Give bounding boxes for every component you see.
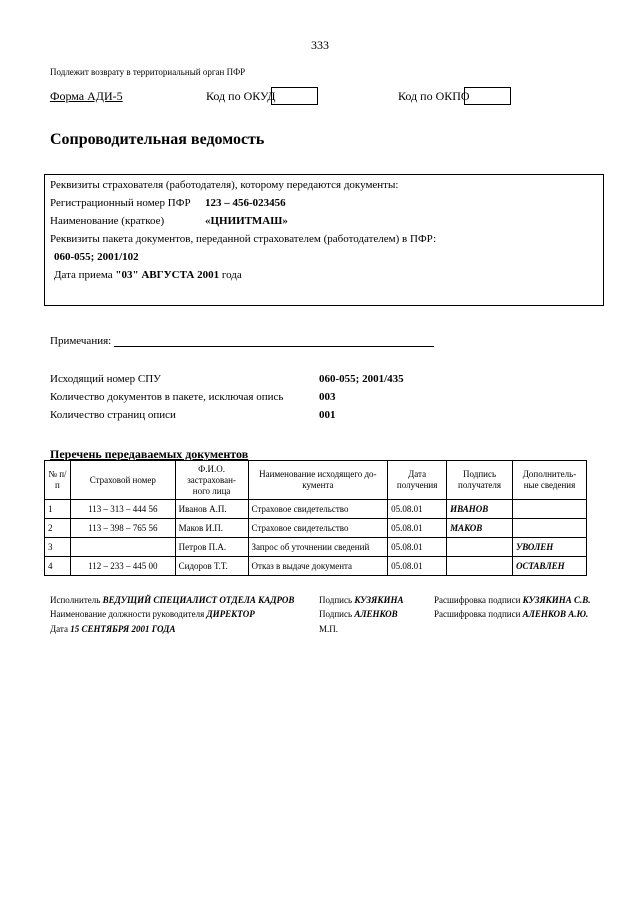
row-extra: ОСТАВЛЕН [513,557,587,576]
form-name: Форма АДИ-5 [50,89,123,103]
reg-number-value: 123 – 456-023456 [205,197,286,209]
table-row [45,500,587,519]
col-snils: Страховой номер [70,461,175,500]
row-signature [447,538,513,557]
decode-2 [434,609,588,619]
okpo-field[interactable] [464,87,511,105]
signature-2-value: АЛЕНКОВ [354,609,398,619]
row-date: 05.08.01 [388,519,447,538]
table-row [45,538,587,557]
executor-label: Исполнитель [50,595,101,605]
row-snils [70,538,175,557]
row-date: 05.08.01 [388,538,447,557]
decode-1-label: Расшифровка подписи [434,595,521,605]
row-fio: Маков И.П. [175,519,248,538]
receive-date [54,269,242,281]
row-document: Страховое свидетельство [248,519,388,538]
page-title: Сопроводительная ведомость [50,131,265,148]
return-note: Подлежит возврату в территориальный орган ПФР [50,67,246,77]
outgoing-number-label: Исходящий номер СПУ [50,373,161,385]
col-document: Наименование исходящего до-кумента [248,461,388,500]
notes-label: Примечания: [50,335,112,347]
row-snils: 112 – 233 – 445 00 [70,557,175,576]
row-number: 1 [45,500,71,519]
signature-1-label: Подпись [319,595,353,605]
row-fio: Петров П.А. [175,538,248,557]
page-count-value: 001 [319,409,336,421]
signature-1-value: КУЗЯКИНА [354,595,404,605]
sign-date-line [50,624,175,634]
row-snils: 113 – 398 – 765 56 [70,519,175,538]
page-count-label: Количество страниц описи [50,409,176,421]
notes-line [114,346,434,347]
documents-table [44,460,587,576]
decode-1-value: КУЗЯКИНА С.В. [522,595,591,605]
okud-field[interactable] [271,87,318,105]
reg-number-label: Регистрационный номер ПФР [50,197,191,209]
row-number: 4 [45,557,71,576]
head-position-value: ДИРЕКТОР [206,609,255,619]
head-position-line [50,609,255,619]
receive-date-value: "03" АВГУСТА 2001 [115,269,220,281]
col-date: Дата получения [388,461,447,500]
table-header-row [45,461,587,500]
row-fio: Сидоров Т.Т. [175,557,248,576]
col-extra: Дополнитель-ные сведения [513,461,587,500]
row-signature [447,557,513,576]
row-snils: 113 – 313 – 444 56 [70,500,175,519]
name-label: Наименование (краткое) [50,215,165,227]
row-number: 3 [45,538,71,557]
okud-label: Код по ОКУД [206,89,276,103]
row-fio: Иванов А.П. [175,500,248,519]
table-row [45,557,587,576]
packet-value: 060-055; 2001/102 [54,251,139,263]
col-signature: Подпись получателя [447,461,513,500]
outgoing-number-value: 060-055; 2001/435 [319,373,404,385]
row-document: Отказ в выдаче документа [248,557,388,576]
executor-line [50,595,294,605]
row-extra [513,500,587,519]
okpo-label: Код по ОКПО [398,89,470,103]
name-value: «ЦНИИТМАШ» [205,215,288,227]
packet-header: Реквизиты пакета документов, переданной страхователем (работодателем) в ПФР: [50,233,437,245]
row-signature: МАКОВ [447,519,513,538]
signature-2 [319,609,398,619]
stamp-place: М.П. [319,624,339,634]
employer-header: Реквизиты страхователя (работодателя), которому передаются документы: [50,179,399,191]
row-extra: УВОЛЕН [513,538,587,557]
row-extra [513,519,587,538]
decode-2-label: Расшифровка подписи [434,609,521,619]
signature-1 [319,595,403,605]
row-signature: ИВАНОВ [447,500,513,519]
receive-date-suffix: года [221,269,242,281]
row-number: 2 [45,519,71,538]
table-row [45,519,587,538]
head-position-label: Наименование должности руководителя [50,609,205,619]
col-number: № п/п [45,461,71,500]
doc-count-value: 003 [319,391,336,403]
row-document: Запрос об уточнении сведений [248,538,388,557]
row-document: Страховое свидетельство [248,500,388,519]
col-fio: Ф.И.О. застрахован-ного лица [175,461,248,500]
executor-value: ВЕДУЩИЙ СПЕЦИАЛИСТ ОТДЕЛА КАДРОВ [102,595,295,605]
receive-date-prefix: Дата приема [54,269,113,281]
decode-2-value: АЛЕНКОВ А.Ю. [522,609,589,619]
doc-count-label: Количество документов в пакете, исключая опись [50,391,284,403]
signature-2-label: Подпись [319,609,353,619]
page-number: 333 [311,38,329,52]
sign-date-label: Дата [50,624,68,634]
decode-1 [434,595,591,605]
row-date: 05.08.01 [388,557,447,576]
documents-list-title: Перечень передаваемых документов [50,447,249,461]
row-date: 05.08.01 [388,500,447,519]
sign-date-value: 15 СЕНТЯБРЯ 2001 ГОДА [70,624,176,634]
